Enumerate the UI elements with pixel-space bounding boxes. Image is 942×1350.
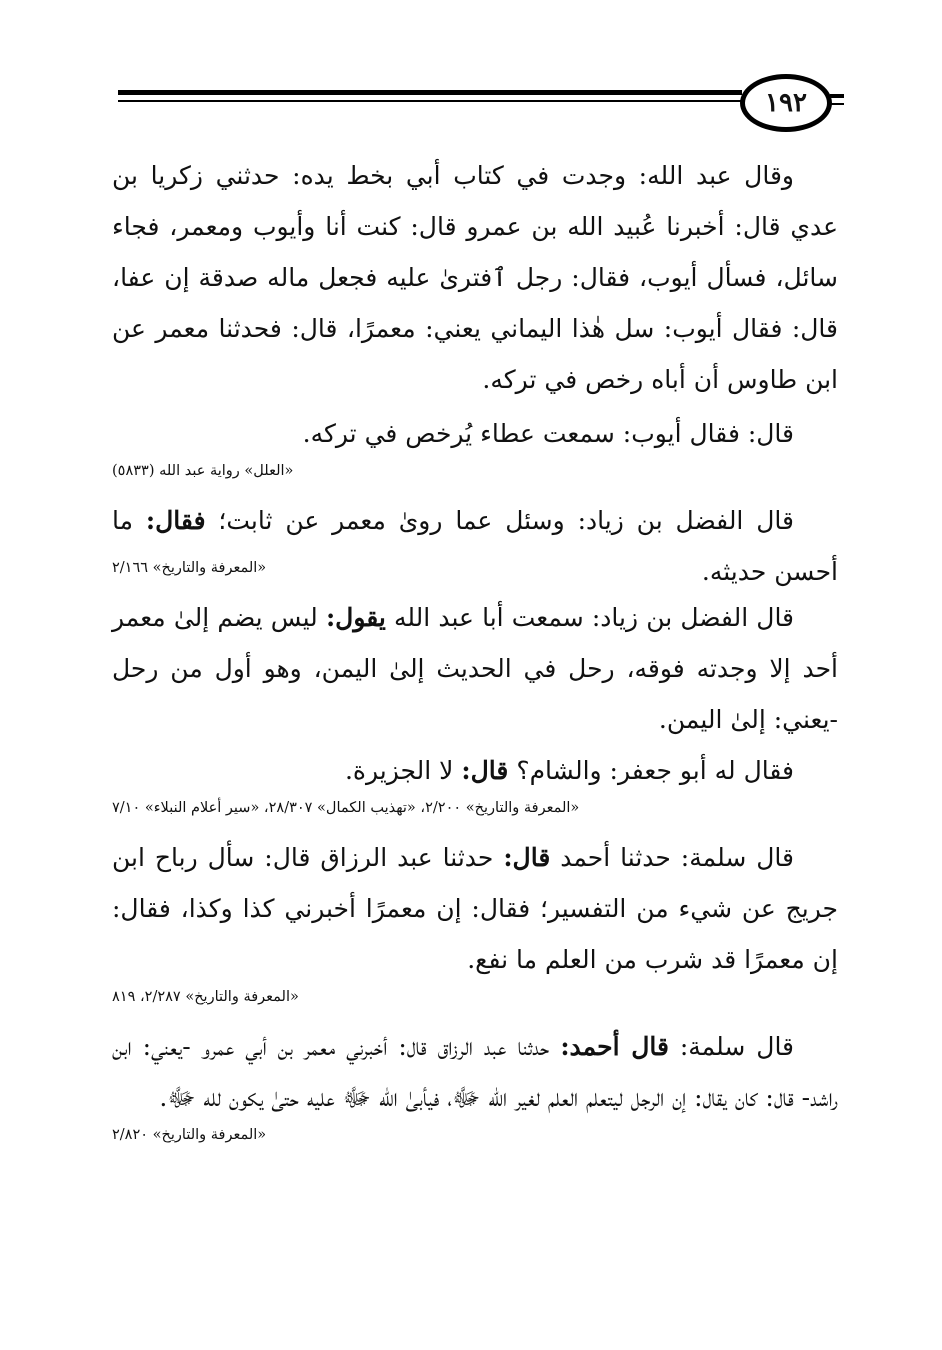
paragraph: قال الفضل بن زياد: سمعت أبا عبد الله يقول: ليس يضم إلىٰ معمر أحد إلا وجدته فوقه، رحل في الحديث إلىٰ اليمن، وهو أول من رحل -يعني: إلىٰ اليمن. [112,603,838,734]
header-rule-thick [118,90,742,95]
page-number: ١٩٢ [740,74,832,132]
page-header [0,0,942,140]
source-citation: «المعرفة والتاريخ» ٢/٢٠٠، «تهذيب الكمال» ٢٨/٣٠٧، «سير أعلام النبلاء» ٧/١٠ [112,800,580,816]
paragraph: قال سلمة: قال أحمد: حدثنا عبد الرزاق قال: أخبرني معمر بن أبي عمرو -يعني: ابن راشد- قال: كان يقال: إن الرجل ليتعلم العلم لغير الله ﷻ، فيأبىٰ الله ﷻ عليه حتىٰ يكون لله ﷻ. [112,1032,838,1112]
header-rule-right-thick [830,94,844,98]
source-citation: «المعرفة والتاريخ» ٢/٨٢٠ [112,1127,267,1143]
paragraph: قال الفضل بن زياد: وسئل عما روىٰ معمر عن ثابت؛ فقال: ما أحسن حديثه. [112,506,838,586]
source-citation: «العلل» رواية عبد الله (٥٨٣٣) [112,463,294,479]
paragraph: وقال عبد الله: وجدت في كتاب أبي بخط يده: حدثني زكريا بن عدي قال: أخبرنا عُبيد الله بن عمرو قال: كنت أنا وأيوب ومعمر، فجاء سائل، فسأل أيوب، فقال: رجل ٱفترىٰ عليه فجعل ماله صدقة إن عفا، قال: فقال أيوب: سل هٰذا اليماني يعني: معمرًا، قال: فحدثنا معمر عن ابن طاوس أن أباه رخص في تركه. [112,161,838,394]
header-rule-right-thin [830,103,844,105]
paragraph: قال سلمة: حدثنا أحمد قال: حدثنا عبد الرزاق قال: سأل رباح ابن جريج عن شيء من التفسير؛ فقال: إن معمرًا أخبرني كذا وكذا، فقال: إن معمرًا قد شرب من العلم ما نفع. [112,843,838,974]
source-citation: «المعرفة والتاريخ» ٢/٢٨٧، ٨١٩ [112,989,299,1005]
page-body [112,150,838,1159]
paragraph: فقال له أبو جعفر: والشام؟ قال: لا الجزيرة. [344,756,794,785]
paragraph: قال: فقال أيوب: سمعت عطاء يُرخص في تركه. [302,419,794,448]
header-rule-thin [118,100,742,102]
source-citation: «المعرفة والتاريخ» ٢/١٦٦ [112,560,267,576]
